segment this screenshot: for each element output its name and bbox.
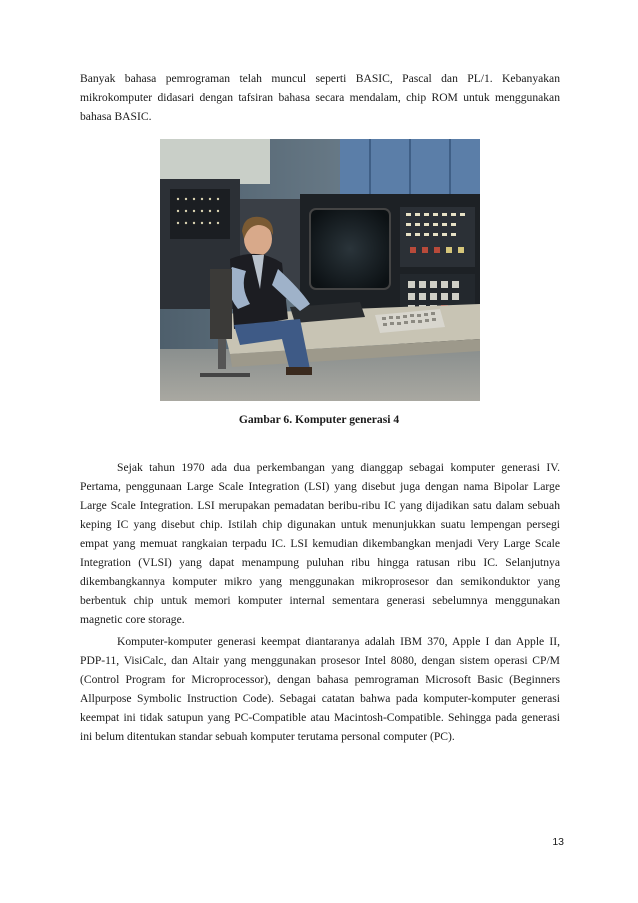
page-number: 13 [552,836,564,848]
body-paragraph-1: Sejak tahun 1970 ada dua perkembangan yang dianggap sebagai komputer generasi IV. Pertama, penggunaan Large Scale Integration (LSI) yang disebut juga dengan nama Bipolar Large Large Scale Integration. LSI merupakan pemadatan beribu-ribu IC yang dijadikan satu dalam sebuah keping IC yang disebut chip. Istilah chip digunakan untuk menunjukkan suatu lempengan persegi empat yang memuat rangkaian terpadu IC. LSI kemudian dikembangkan menjadi Very Large Scale Integration (VLSI) yang dapat menampung puluhan ribu hingga ratusan ribu IC. Selanjutnya dikembangkannya komputer mikro yang menggunakan mikroprosesor dan semikonduktor yang berbentuk chip untuk memori komputer internal sementara generasi sebelumnya menggunakan magnetic core storage. [80,461,560,626]
body-paragraph-2: Komputer-komputer generasi keempat diantaranya adalah IBM 370, Apple I dan Apple II, PDP-11, VisiCalc, dan Altair yang menggunakan prosesor Intel 8080, dengan sistem operasi CP/M (Control Program for Microprocessor), dengan bahasa pemrograman Microsoft Basic (Beginners Allpurpose Symbolic Instruction Code). Sebagai catatan bahwa pada komputer-komputer generasi keempat ini tidak satupun yang PC-Compatible atau Macintosh-Compatible. Sehingga pada generasi ini belum ditentukan standar sebuah komputer terutama personal computer (PC). [80,635,560,743]
computer-photo [160,139,480,401]
figure-caption: Gambar 6. Komputer generasi 4 [238,413,400,426]
intro-paragraph: Banyak bahasa pemrograman telah muncul seperti BASIC, Pascal dan PL/1. Kebanyakan mikrokomputer didasari dengan tafsiran bahasa secara mendalam, chip ROM untuk menggunakan bahasa BASIC. [80,72,560,123]
